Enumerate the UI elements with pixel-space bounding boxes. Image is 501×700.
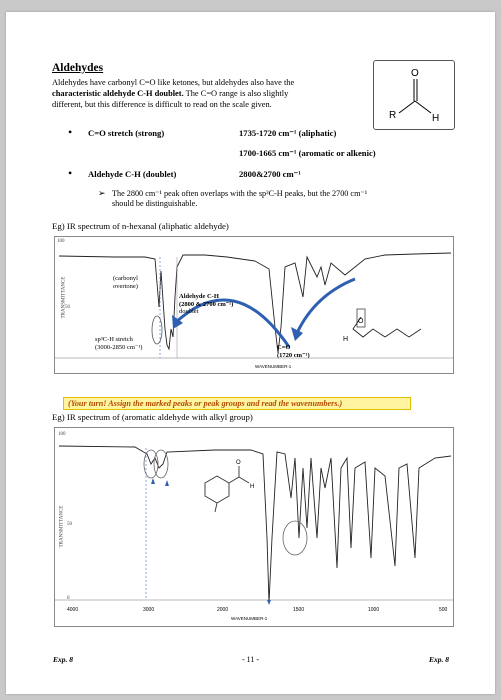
- marked-peak-circle-2: [154, 450, 168, 478]
- hexanal-ir-spectrum: [54, 236, 454, 374]
- bullet-dot-2: •: [68, 166, 73, 180]
- aldehyde-structure-box: [373, 60, 455, 130]
- co-range-aromatic: 1700-1665 cm⁻¹ (aromatic or alkenic): [239, 148, 376, 158]
- aldehyde-ch-annotation-type: doublet: [179, 308, 199, 315]
- spectrum-1-ytick-top: 100: [57, 239, 65, 244]
- spectrum-2-plot: [55, 428, 453, 626]
- spectrum-2-xlabel: WAVENUMBER-1: [231, 616, 268, 621]
- arrow-bullet-icon: ➢: [98, 188, 106, 198]
- sp3-annotation-title: sp³C-H stretch: [95, 336, 133, 343]
- mol-2-o-label: O: [236, 460, 241, 466]
- sp3-peak-circle: [152, 316, 162, 344]
- carbonyl-overtone-line-1: (carbonyl: [113, 275, 138, 282]
- xtick-500: 500: [439, 607, 448, 613]
- marked-peak-circle-3: [283, 521, 307, 555]
- intro-line-2: [52, 88, 352, 99]
- mol-2-h-label: H: [250, 484, 255, 490]
- co-annotation-range: (1720 cm⁻¹): [277, 351, 310, 359]
- aldehyde-ch-range: 2800&2700 cm⁻¹: [239, 169, 301, 179]
- intro-line-1: Aldehydes have carbonyl C=O like ketones, but aldehydes also have the: [52, 78, 295, 87]
- section-heading: Aldehydes: [52, 62, 104, 74]
- peak-marker-2: [165, 480, 169, 486]
- overlap-note-line-2: should be distinguishable.: [112, 199, 198, 208]
- structure-o-label: O: [411, 68, 419, 79]
- spectrum-1-ylabel: TRANSMITTANCE: [61, 276, 67, 319]
- xtick-1500: 1500: [293, 607, 305, 613]
- document-page: [6, 12, 495, 694]
- structure-h-label: H: [432, 113, 440, 124]
- page-number: - 11 -: [242, 655, 260, 664]
- spectrum-2-ytick-top: 100: [58, 432, 66, 437]
- aldehyde-ch-annotation-range: (2800 & 2700 cm⁻¹): [179, 300, 234, 308]
- peak-marker-1: [151, 478, 155, 484]
- spectrum-2-trace: [59, 446, 451, 603]
- footer-left: Exp. 8: [53, 655, 74, 664]
- aldehyde-ch-annotation: [179, 293, 233, 316]
- footer-right: Exp. 8: [429, 655, 450, 664]
- spectrum-1-ymid: 50: [65, 305, 70, 310]
- your-turn-banner: (Your turn! Assign the marked peaks or peak groups and read the wavenumbers.): [63, 397, 411, 410]
- co-annotation: [277, 344, 310, 359]
- xtick-4000: 4000: [67, 607, 79, 613]
- spectrum-2-ymid: 50: [67, 522, 72, 527]
- spectrum-2-yzero: 0: [67, 596, 70, 601]
- bullet-dot-1: •: [68, 125, 73, 139]
- example-2-caption: Eg) IR spectrum of (aromatic aldehyde with alkyl group): [52, 412, 253, 422]
- intro-bold-text: characteristic aldehyde C-H doublet.: [52, 89, 184, 98]
- example-1-caption: Eg) IR spectrum of n-hexanal (aliphatic aldehyde): [52, 221, 229, 231]
- overlap-note: [112, 189, 452, 209]
- xtick-2000: 2000: [217, 607, 229, 613]
- carbonyl-overtone-line-2: overtone): [113, 282, 138, 290]
- peak-marker-3: [267, 600, 271, 605]
- intro-paragraph: [52, 77, 352, 110]
- sp3-annotation: [95, 336, 142, 351]
- spectrum-1-xlabel: WAVENUMBER-1: [255, 364, 292, 369]
- co-stretch-label: C=O stretch (strong): [88, 128, 165, 138]
- xtick-1000: 1000: [368, 607, 380, 613]
- co-range-aliphatic: 1735-1720 cm⁻¹ (aliphatic): [239, 128, 337, 138]
- sp3-annotation-range: (3000-2850 cm⁻¹): [95, 343, 143, 351]
- aldehyde-structure-drawing: [374, 61, 454, 129]
- co-annotation-title: C=O: [277, 344, 291, 351]
- structure-r-label: R: [389, 110, 397, 121]
- overlap-note-line-1: The 2800 cm⁻¹ peak often overlaps with the sp³C-H peaks, but the 2700 cm⁻¹: [112, 189, 368, 198]
- intro-line-3: different, but this difference is difficult to read on the scale given.: [52, 100, 272, 109]
- aromatic-aldehyde-ir-spectrum: [54, 427, 454, 627]
- mol-1-o-label: O: [358, 318, 364, 325]
- xtick-3000: 3000: [143, 607, 155, 613]
- carbonyl-overtone-label: [113, 275, 138, 290]
- spectrum-2-ylabel: TRANSMITTANCE: [59, 505, 65, 548]
- intro-line-2-rest: The C=O range is also slightly: [183, 89, 289, 98]
- spectrum-1-plot: [55, 237, 453, 373]
- aldehyde-ch-annotation-title: Aldehyde C-H: [179, 293, 219, 300]
- mol-1-h-label: H: [343, 336, 349, 343]
- aldehyde-ch-label: Aldehyde C-H (doublet): [88, 169, 177, 179]
